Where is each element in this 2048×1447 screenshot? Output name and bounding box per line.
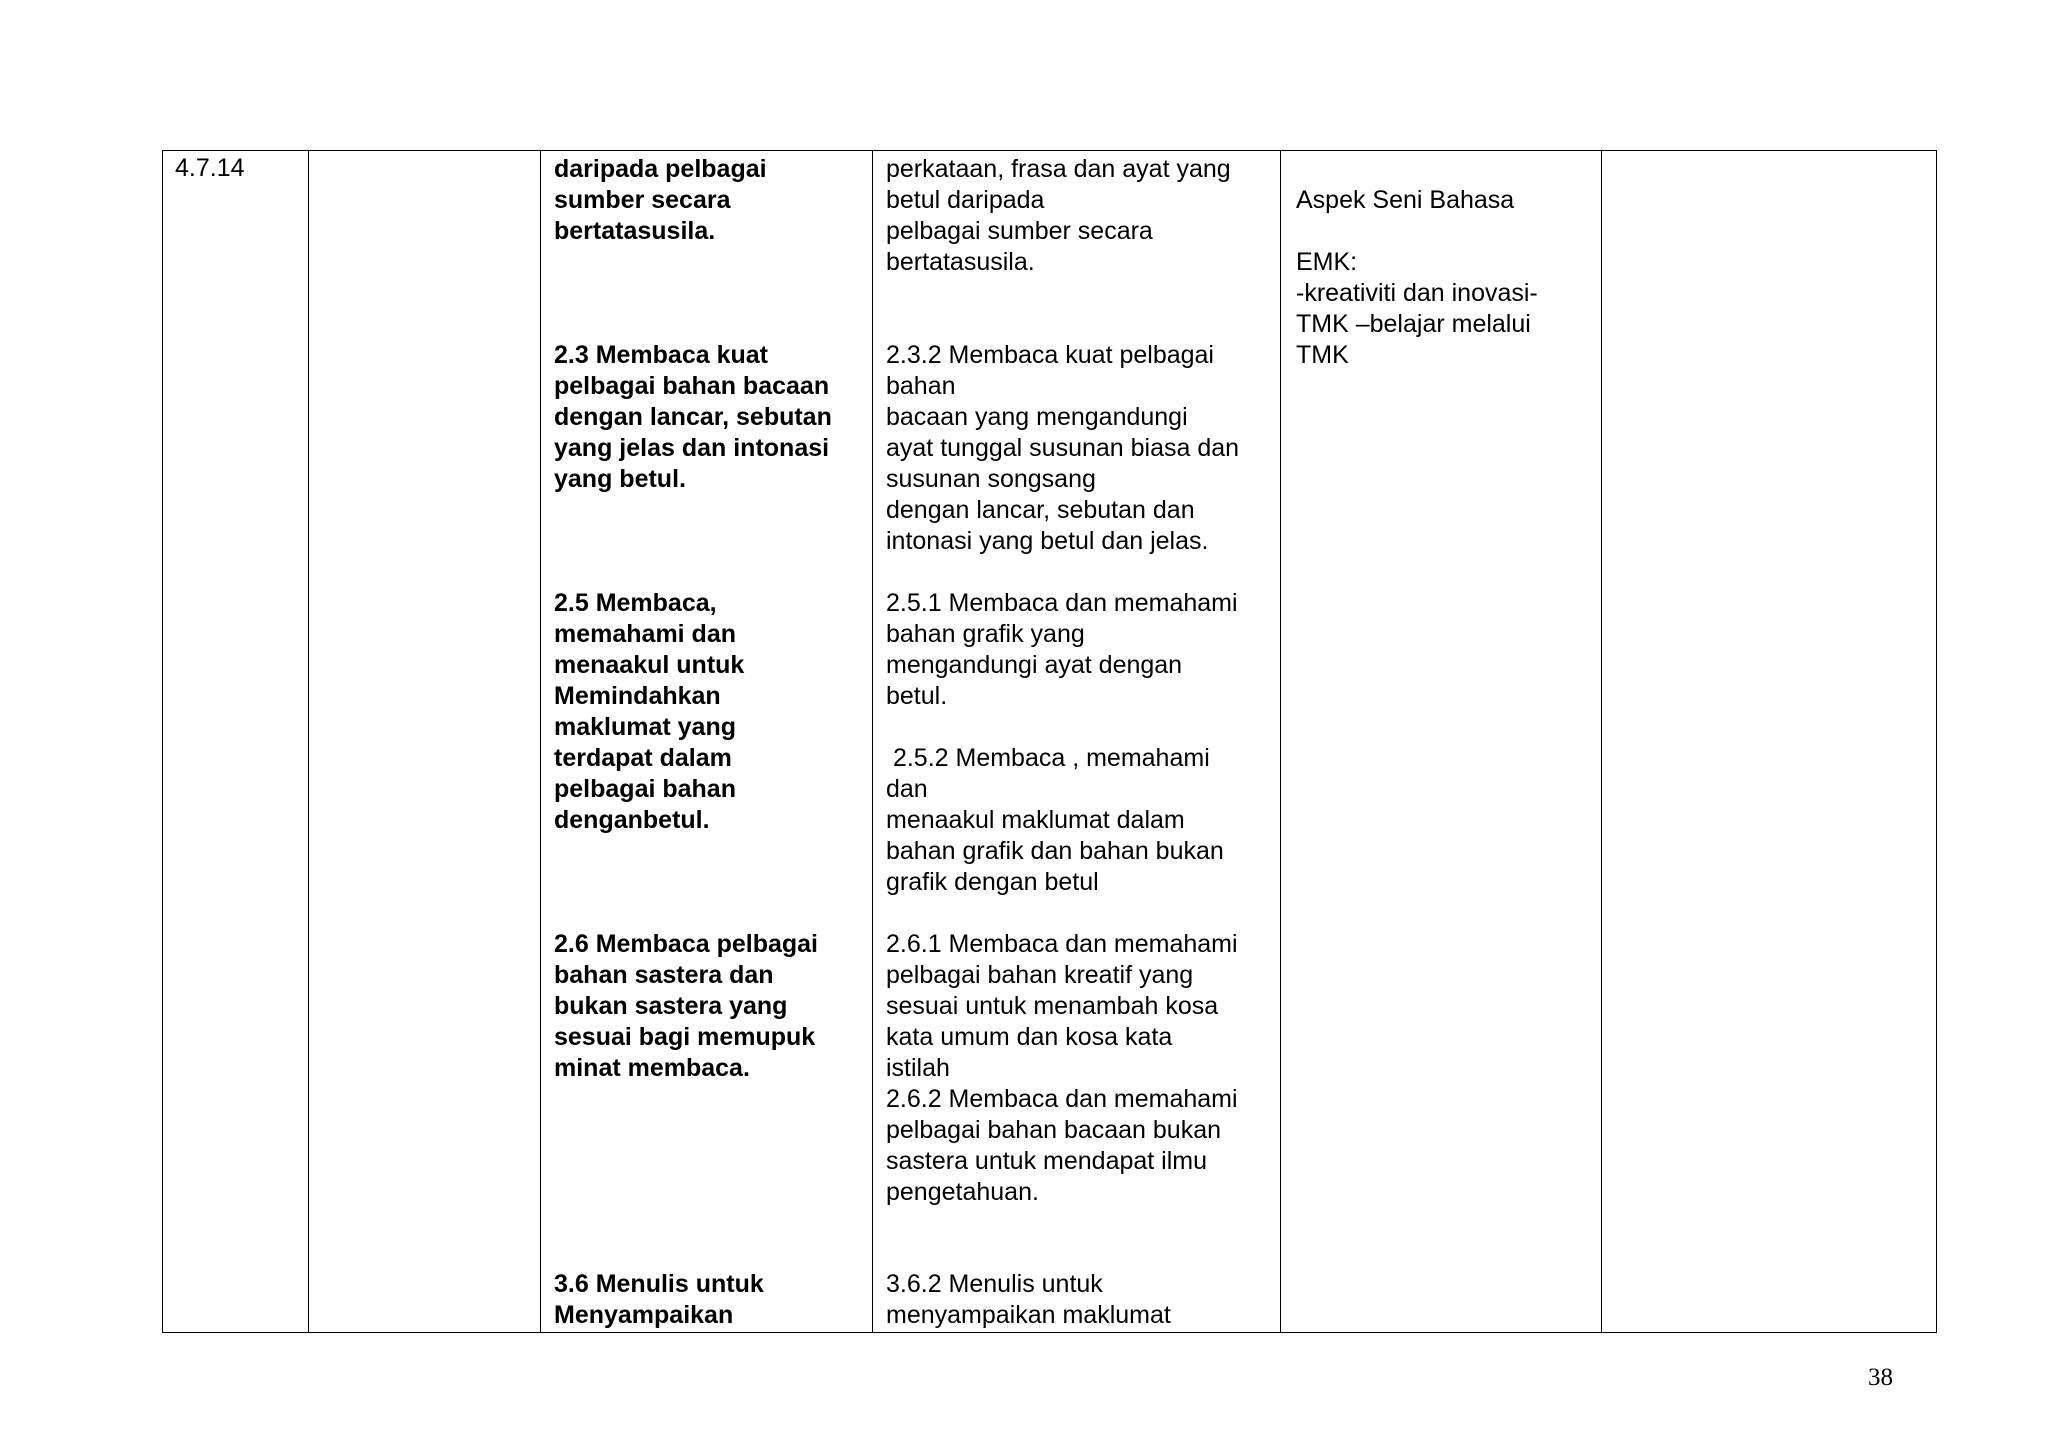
column-divider-4 <box>1280 151 1281 1332</box>
standard-2-5: 2.5 Membaca, memahami dan menaakul untuk Memindahkan maklumat yang terdapat dalam pelbagai bahan denganbetul. <box>554 589 745 834</box>
column-divider-3 <box>872 151 873 1332</box>
standard-continued: daripada pelbagai sumber secara bertatasusila. <box>554 155 767 245</box>
column-divider-2 <box>540 151 541 1332</box>
learning-2-6-1: 2.6.1 Membaca dan memahami pelbagai bahan kreatif yang sesuai untuk menambah kosa kata umum dan kosa kata istilah <box>886 930 1238 1082</box>
learning-continued: perkataan, frasa dan ayat yang betul daripada pelbagai sumber secara bertatasusila. <box>886 155 1231 276</box>
week-cell: 4.7.14 <box>175 154 245 182</box>
column-divider-5 <box>1601 151 1602 1332</box>
learning-2-3-2: 2.3.2 Membaca kuat pelbagai bahan bacaan yang mengandungi ayat tunggal susunan biasa dan susunan songsang dengan lancar, sebutan dan intonasi yang betul dan jelas. <box>886 341 1240 555</box>
learning-2-6-2: 2.6.2 Membaca dan memahami pelbagai bahan bacaan bukan sastera untuk mendapat ilmu pengetahuan. <box>886 1085 1238 1206</box>
column-divider-1 <box>308 151 309 1332</box>
standard-3-6: 3.6 Menulis untuk Menyampaikan <box>554 1270 764 1329</box>
learning-3-6-2: 3.6.2 Menulis untuk menyampaikan maklumat <box>886 1270 1171 1329</box>
standard-2-6: 2.6 Membaca pelbagai bahan sastera dan bukan sastera yang sesuai bagi memupuk minat membaca. <box>554 930 819 1082</box>
notes-aspek: Aspek Seni Bahasa <box>1296 186 1515 214</box>
learning-2-5-1: 2.5.1 Membaca dan memahami bahan grafik yang mengandungi ayat dengan betul. <box>886 589 1238 710</box>
standard-2-3: 2.3 Membaca kuat pelbagai bahan bacaan dengan lancar, sebutan yang jelas dan intonasi yang betul. <box>554 341 832 493</box>
notes-emk: EMK: -kreativiti dan inovasi- TMK –belajar melalui TMK <box>1296 248 1538 369</box>
page-number: 38 <box>1868 1364 1893 1391</box>
learning-2-5-2: 2.5.2 Membaca , memahami dan menaakul maklumat dalam bahan grafik dan bahan bukan grafik dengan betul <box>886 744 1224 896</box>
curriculum-table <box>162 150 1937 1333</box>
